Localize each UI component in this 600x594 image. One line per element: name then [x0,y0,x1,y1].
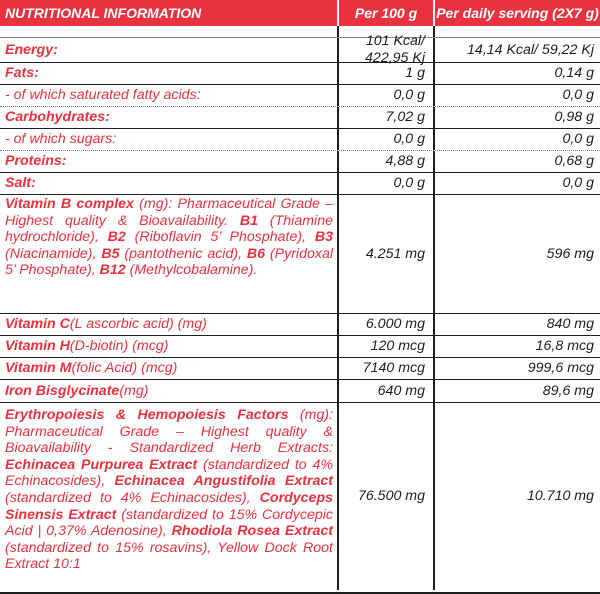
row-value-serving: 999,6 mcg [433,358,600,379]
row-value-100g: 6.000 mg [337,314,433,335]
row-value-100g: 1 g [337,63,433,84]
row-label: - of which saturated fatty acids: [5,87,201,104]
row-value-100g: 7,02 g [337,107,433,128]
table-row [0,129,600,151]
header-per-daily-serving: Per daily serving (2X7 g) [433,0,600,26]
table-row-erythropoiesis [0,403,600,590]
table-row [0,151,600,173]
header-nutritional-information: NUTRITIONAL INFORMATION [5,5,202,21]
row-value-100g: 0,0 g [337,129,433,150]
row-value-serving: 0,0 g [433,85,600,106]
row-value-100g: 640 mg [337,380,433,402]
table-header [0,0,600,26]
table-row [0,358,600,380]
table-row [0,173,600,195]
row-value-serving: 0,68 g [433,151,600,172]
header-per-100g: Per 100 g [337,0,433,26]
table-row [0,85,600,107]
row-label: Proteins: [5,153,67,170]
row-value-100g: 101 Kcal/ 422,95 Kj [337,38,433,62]
row-label: Vitamin M (folic Acid) (mcg) [5,360,178,377]
row-value-100g: 7140 mcg [337,358,433,379]
row-value-100g: 4,88 g [337,151,433,172]
row-value-100g: 0,0 g [337,173,433,194]
row-label: - of which sugars: [5,131,117,148]
table-row [0,380,600,403]
row-value-serving: 16,8 mcg [433,336,600,357]
row-value-100g: 4.251 mg [337,195,433,313]
table-row [0,314,600,336]
table-row-vitamin-b [0,195,600,314]
row-value-serving: 596 mg [433,195,600,313]
table-row [0,107,600,129]
row-label: Salt: [5,175,36,192]
row-value-serving: 0,98 g [433,107,600,128]
row-value-serving: 840 mg [433,314,600,335]
row-label: Carbohydrates: [5,109,110,126]
table-row [0,33,600,66]
table-row [0,336,600,358]
row-value-serving: 0,0 g [433,129,600,150]
row-value-serving: 89,6 mg [433,380,600,402]
table-row [0,63,600,85]
row-value-100g: 0,0 g [337,85,433,106]
row-value-100g: 76.500 mg [337,403,433,590]
header-spacer [0,26,600,38]
row-value-serving: 10.710 mg [433,403,600,590]
row-value-serving: 0,0 g [433,173,600,194]
row-label: Vitamin H (D-biotin) (mcg) [5,338,169,355]
erythropoiesis-description: Erythropoiesis & Hemopoiesis Factors (mg): Pharmaceutical Grade – Highest quality & Bioavailability - Standardized Herb Extracts: Echinacea Purpurea Extract (standardized to 4% Echinacosides), Echinacea Angustifolia Extract (standardized to 4% Echinacosides), Cordyceps Sinensis Extract (standardized to 15% Cordycepic Acid | 0,37% Adenosine), Rhodiola Rosea Extract (standardized to 15% rosavins), Yellow Dock Root Extract 10:1 [5,407,334,573]
row-value-100g: 120 mcg [337,336,433,357]
row-label: Iron Bisglycinate (mg) [5,382,149,399]
row-label: Fats: [5,65,39,82]
row-label: Energy: [5,41,58,58]
row-value-serving: 14,14 Kcal/ 59,22 Kj [433,38,600,62]
vitamin-b-description: Vitamin B complex (mg): Pharmaceutical Grade – Highest quality & Bioavailability. B1 (Thiamine hydrochloride), B2 (Riboflavin 5’ Phosphate), B3 (Niacinamide), B5 (pantothenic acid), B6 (Pyridoxal 5’ Phosphate), B12 (Methylcobalamine). [5,196,333,279]
row-value-serving: 0,14 g [433,63,600,84]
row-label: Vitamin C (L ascorbic acid) (mg) [5,316,207,333]
table-body [0,33,600,590]
